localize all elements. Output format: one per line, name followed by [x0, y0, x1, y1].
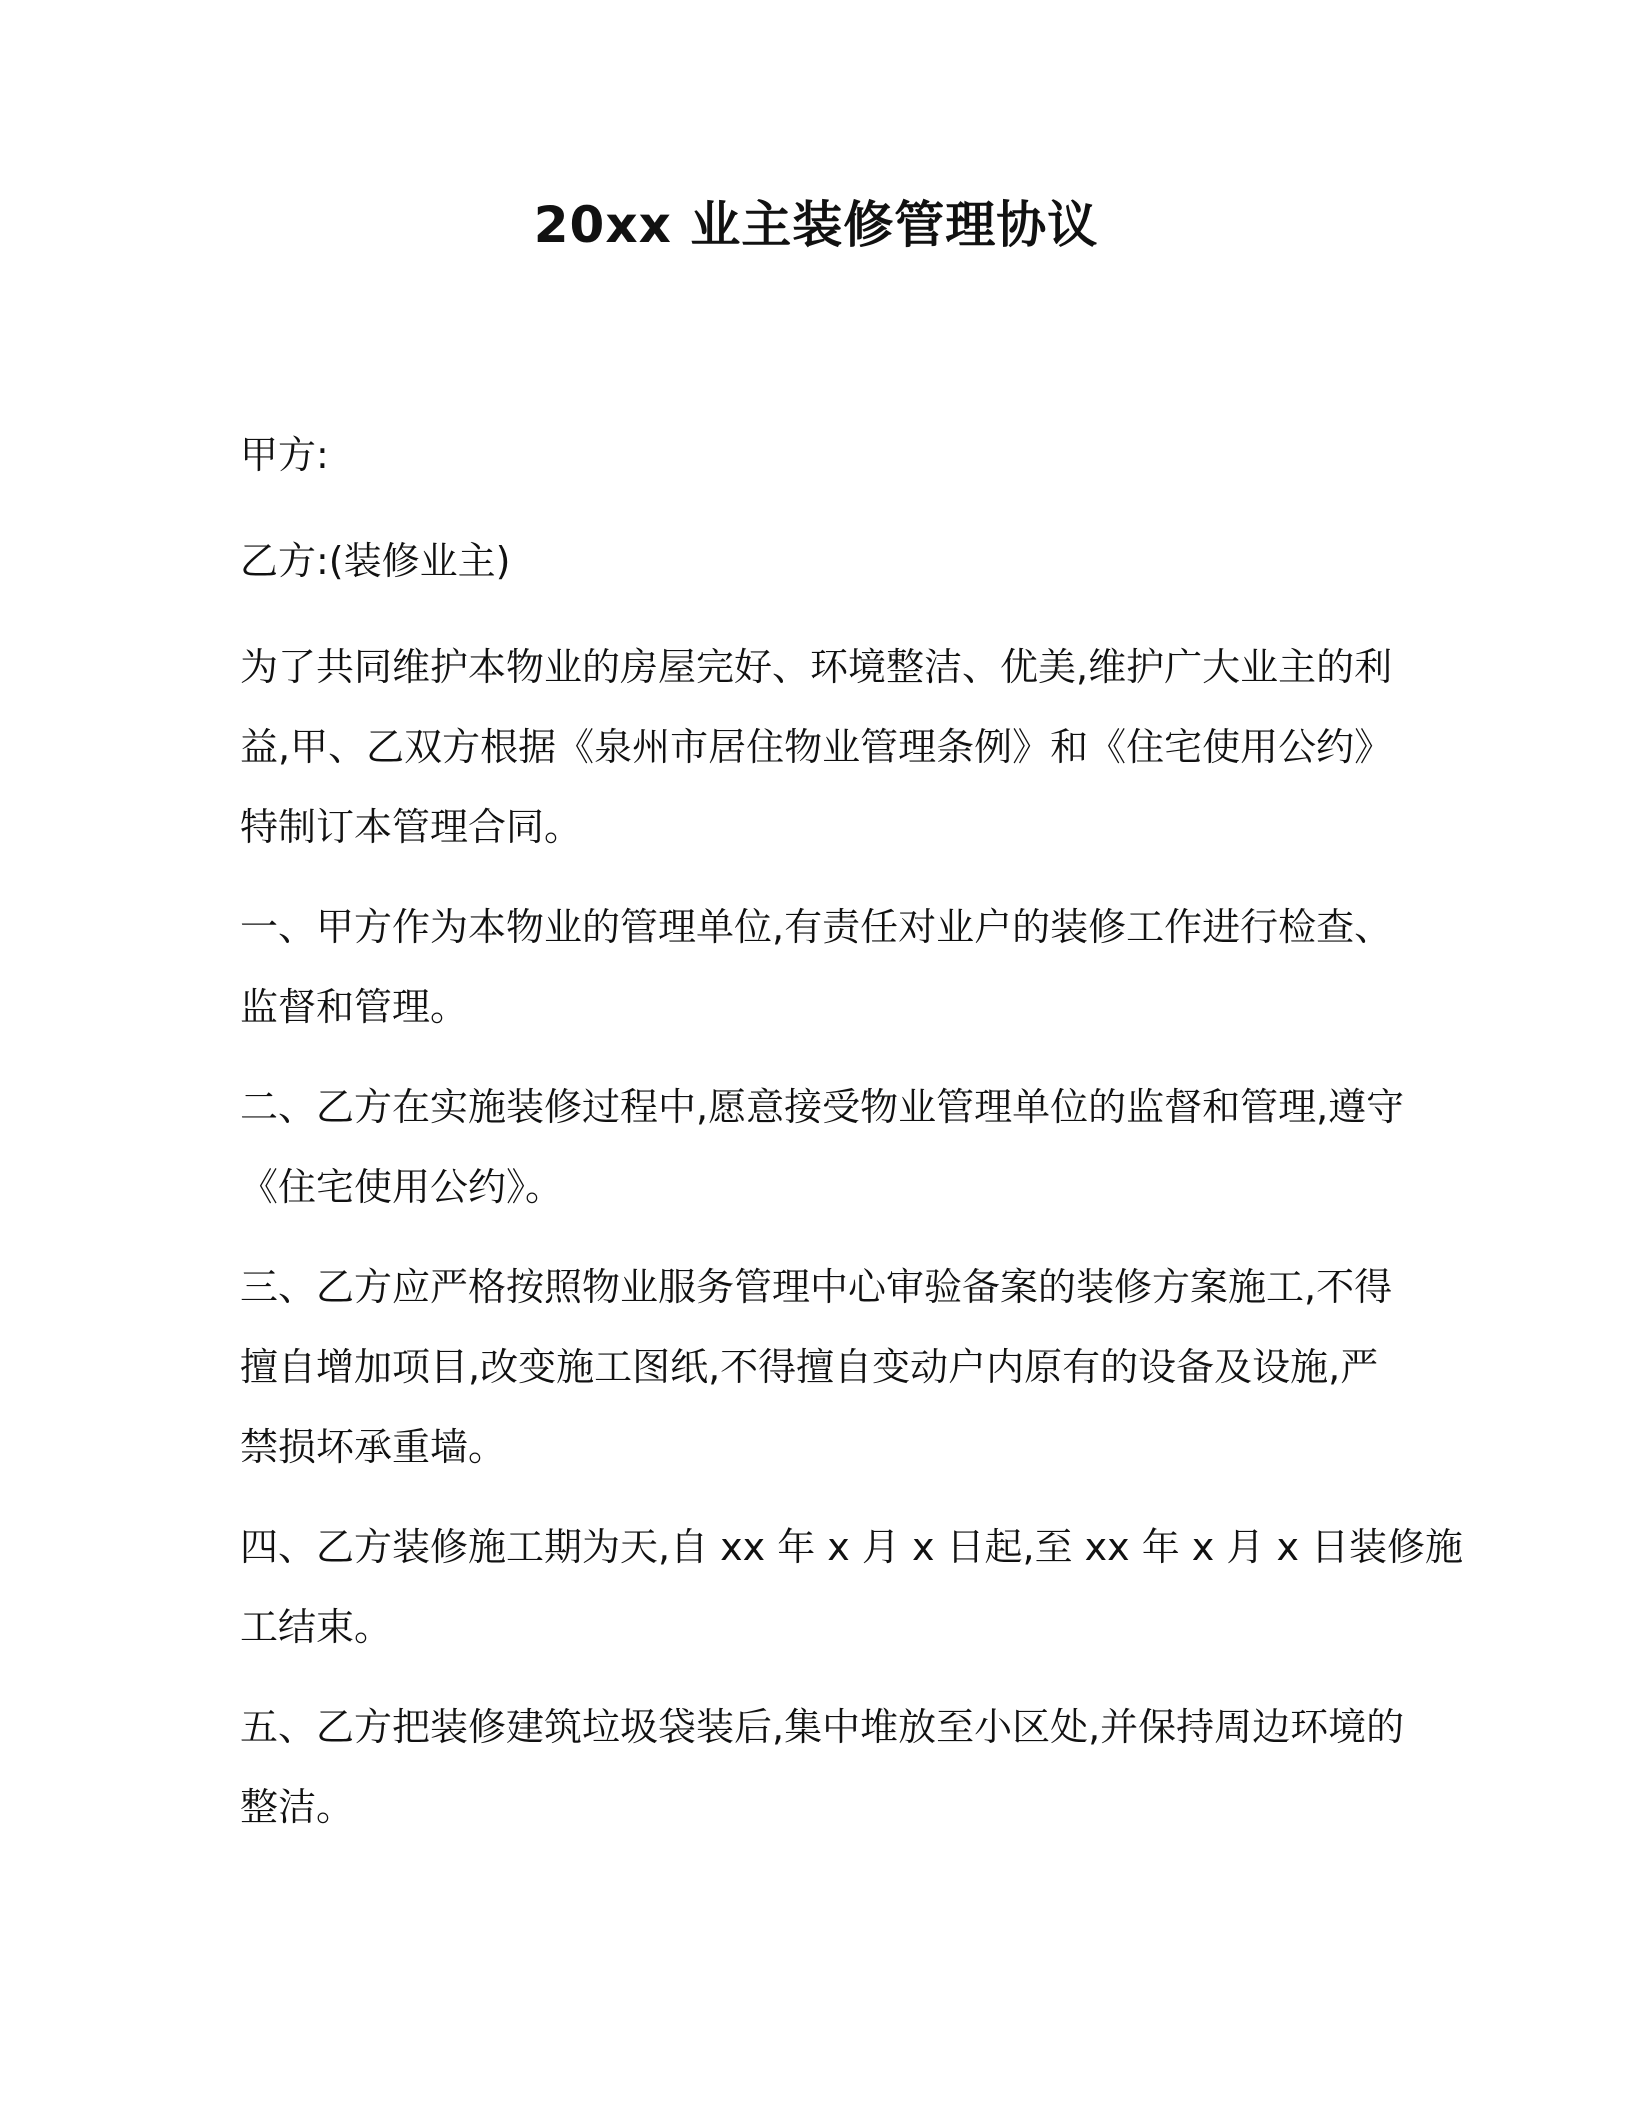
party-b-label: 乙方:(装修业主) — [240, 539, 511, 583]
clause-4-paragraph — [240, 1507, 1464, 1667]
paragraph-line: 益,甲、乙双方根据《泉州市居住物业管理条例》和《住宅使用公约》 — [240, 725, 1393, 769]
paragraph-line: 《住宅使用公约》。 — [240, 1165, 564, 1209]
clause-3-paragraph — [240, 1247, 1400, 1487]
paragraph-line: 整洁。 — [240, 1785, 355, 1829]
paragraph-line: 擅自增加项目,改变施工图纸,不得擅自变动户内原有的设备及设施,严 — [240, 1345, 1379, 1389]
clause-2-paragraph — [240, 1067, 1405, 1227]
paragraph-line: 五、乙方把装修建筑垃圾袋装后,集中堆放至小区处,并保持周边环境的 — [240, 1705, 1405, 1749]
paragraph-line: 二、乙方在实施装修过程中,愿意接受物业管理单位的监督和管理,遵守 — [240, 1085, 1405, 1129]
paragraph-line: 一、甲方作为本物业的管理单位,有责任对业户的装修工作进行检查、 — [240, 905, 1393, 949]
document-body — [240, 415, 1464, 1867]
document-title: 20xx 业主装修管理协议 — [533, 196, 1099, 254]
preamble-paragraph — [240, 627, 1400, 867]
paragraph-line: 四、乙方装修施工期为天,自 xx 年 x 月 x 日起,至 xx 年 x 月 x 日装修施 — [240, 1525, 1464, 1569]
paragraph-line: 特制订本管理合同。 — [240, 805, 583, 849]
paragraph-line: 监督和管理。 — [240, 985, 469, 1029]
clause-5-paragraph — [240, 1687, 1405, 1847]
paragraph-line: 禁损坏承重墙。 — [240, 1425, 507, 1469]
party-a-label: 甲方: — [240, 433, 329, 477]
paragraph-line: 三、乙方应严格按照物业服务管理中心审验备案的装修方案施工,不得 — [240, 1265, 1393, 1309]
paragraph-line: 为了共同维护本物业的房屋完好、环境整洁、优美,维护广大业主的利 — [240, 645, 1393, 689]
paragraph-line: 工结束。 — [240, 1605, 393, 1649]
clause-1-paragraph — [240, 887, 1400, 1047]
